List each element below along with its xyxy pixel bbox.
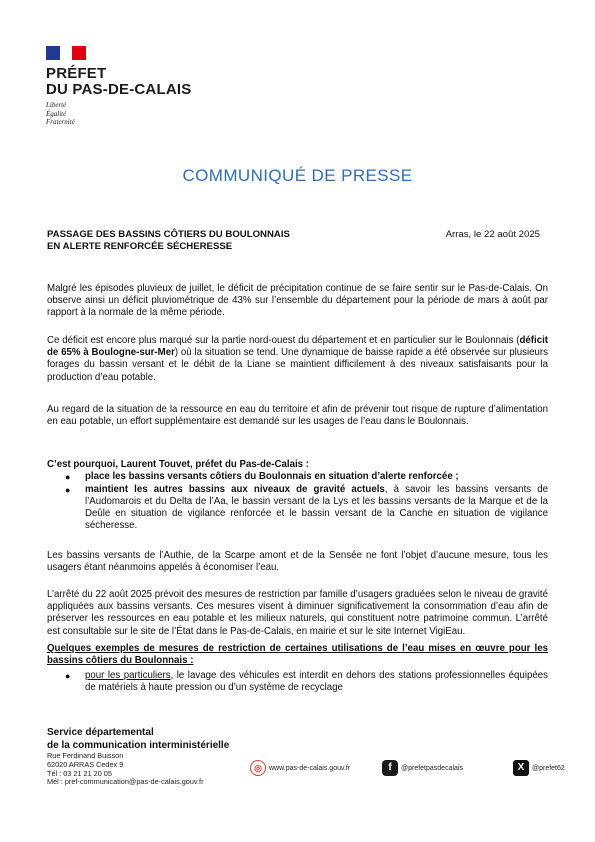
examples-heading [47, 643, 548, 667]
facebook-text[interactable]: @prefetpasdecalais [401, 764, 463, 772]
paragraph-boulonnais [47, 335, 548, 384]
motto-egalite: Égalité [46, 109, 67, 118]
paragraph-effort: Au regard de la situation de la ressource en eau du territoire et afin de prévenir tout risque de rupture d’alimentation en eau potable, un effort supplémentaire est demandé sur les usages de l’eau dans le Boulonnais. [47, 404, 548, 428]
motto-liberte: Liberté [46, 101, 67, 109]
bullet-icon: ● [65, 472, 71, 482]
motto [46, 101, 206, 127]
motto-fraternite: Fraternité [46, 118, 75, 126]
example-1-label: pour les particuliers [85, 670, 171, 681]
website-icon: ◎ [250, 760, 266, 776]
press-date: Arras, le 22 août 2025 [445, 229, 540, 240]
press-subject [47, 229, 290, 253]
address-line1: Rue Ferdinand Buisson [47, 751, 124, 760]
facebook-link[interactable] [382, 760, 463, 776]
brand-line1: PRÉFET [46, 65, 107, 82]
paragraph-deficit: Malgré les épisodes pluvieux de juillet, le déficit de précipitation continue de se faire sentir sur le Pas-de-Calais. On observe ainsi un déficit pluviométrique de 43% sur l’ensemble du département pour la période de mars à août par rapport à la normale de la même période. [47, 283, 548, 319]
marianne-icon [46, 46, 86, 60]
brand-line2: DU PAS-DE-CALAIS [46, 81, 192, 98]
marianne-profile-icon [46, 46, 86, 60]
brand-name [46, 66, 206, 98]
bullet-2-bold: maintient les autres bassins aux niveaux de gravité actuels [85, 483, 385, 495]
website-link[interactable] [250, 760, 350, 776]
website-text[interactable]: www.pas-de-calais.gouv.fr [269, 764, 351, 772]
page-title: COMMUNIQUÉ DE PRESSE [182, 166, 413, 185]
service-line1: Service départemental [47, 727, 154, 738]
bullet-icon: ● [65, 671, 71, 681]
address-block [47, 752, 229, 787]
facebook-icon: f [382, 760, 398, 776]
footer-contact [47, 727, 229, 787]
bullet-icon: ● [65, 484, 71, 495]
example-1-text: , le lavage des véhicules est interdit en dehors des stations professionnelles équipées de matériels à haute pression ou d’un système de recyclage [85, 670, 548, 694]
p2-highlight: déficit de 65% à Boulogne-sur-Mer [47, 335, 548, 359]
subject-line1: PASSAGE DES BASSINS CÔTIERS DU BOULONNAIS [47, 229, 290, 240]
examples-heading-text: Quelques exemples de mesures de restriction de certaines utilisations de l’eau mises en œuvre pour les bassins côtiers du Boulonnais : [47, 643, 548, 667]
decision-lead-text: C’est pourquoi, Laurent Touvet, préfet du Pas-de-Calais : [47, 459, 309, 470]
email-address[interactable]: Mél : pref-communication@pas-de-calais.gouv.fr [47, 777, 204, 787]
service-line2: de la communication interministérielle [47, 739, 230, 751]
address-line2: 62020 ARRAS Cedex 9 [47, 759, 124, 769]
x-text[interactable]: @prefet62 [532, 764, 565, 772]
bullet-1-text: place les bassins versants côtiers du Boulonnais en situation d’alerte renforcée ; [85, 471, 459, 482]
list-item [65, 670, 548, 694]
x-icon: X [513, 760, 529, 776]
paragraph-arrete: L’arrêté du 22 août 2025 prévoit des mesures de restriction par famille d’usagers graduées selon le niveau de gravité appliquées aux bassins versants. Ces mesures visent à diminuer significativement la consommation d’eau afin de préserver les ressources en eau potable et les milieux naturels, qui constituent notre patrimoine commun. L’arrêté est consultable sur le site de l’État dans le Pas-de-Calais, en mairie et sur le site Internet VigiEau. [47, 589, 548, 637]
p2-text-a: Ce déficit est encore plus marqué sur la partie nord-ouest du département et en particulier sur le Boulonnais ( [47, 335, 520, 346]
decision-lead [47, 459, 548, 471]
phone-number: Tél : 03 21 21 20 05 [47, 768, 112, 778]
p2-text-c: ) où la situation se tend. Une dynamique de baisse rapide a été observée sur plusieurs forages du bassin versant et le débit de la Liane se maintient difficilement à des niveaux satisfaisants pour la production d’eau potable. [47, 347, 549, 383]
prefecture-logo [46, 46, 206, 127]
bullet-2-text: , à savoir les bassins versants de l’Audomarois et du Delta de l’Aa, le bassin versant de la Lys et les bassins versants de la Marque et de la Deûle en situation de vigilance renforcée et le bassin versant de la Canche en situation de vigilance sécheresse. [85, 483, 548, 532]
x-link[interactable] [513, 760, 565, 776]
list-item [65, 471, 548, 483]
list-item [65, 483, 548, 533]
subject-line2: EN ALERTE RENFORCÉE SÉCHERESSE [47, 241, 233, 252]
paragraph-other-basins: Les bassins versants de l’Authie, de la Scarpe amont et de la Sensée ne font l’objet d’aucune mesure, tous les usagers étant néanmoins appelés à économiser l’eau. [47, 550, 548, 574]
service-name [47, 727, 229, 752]
